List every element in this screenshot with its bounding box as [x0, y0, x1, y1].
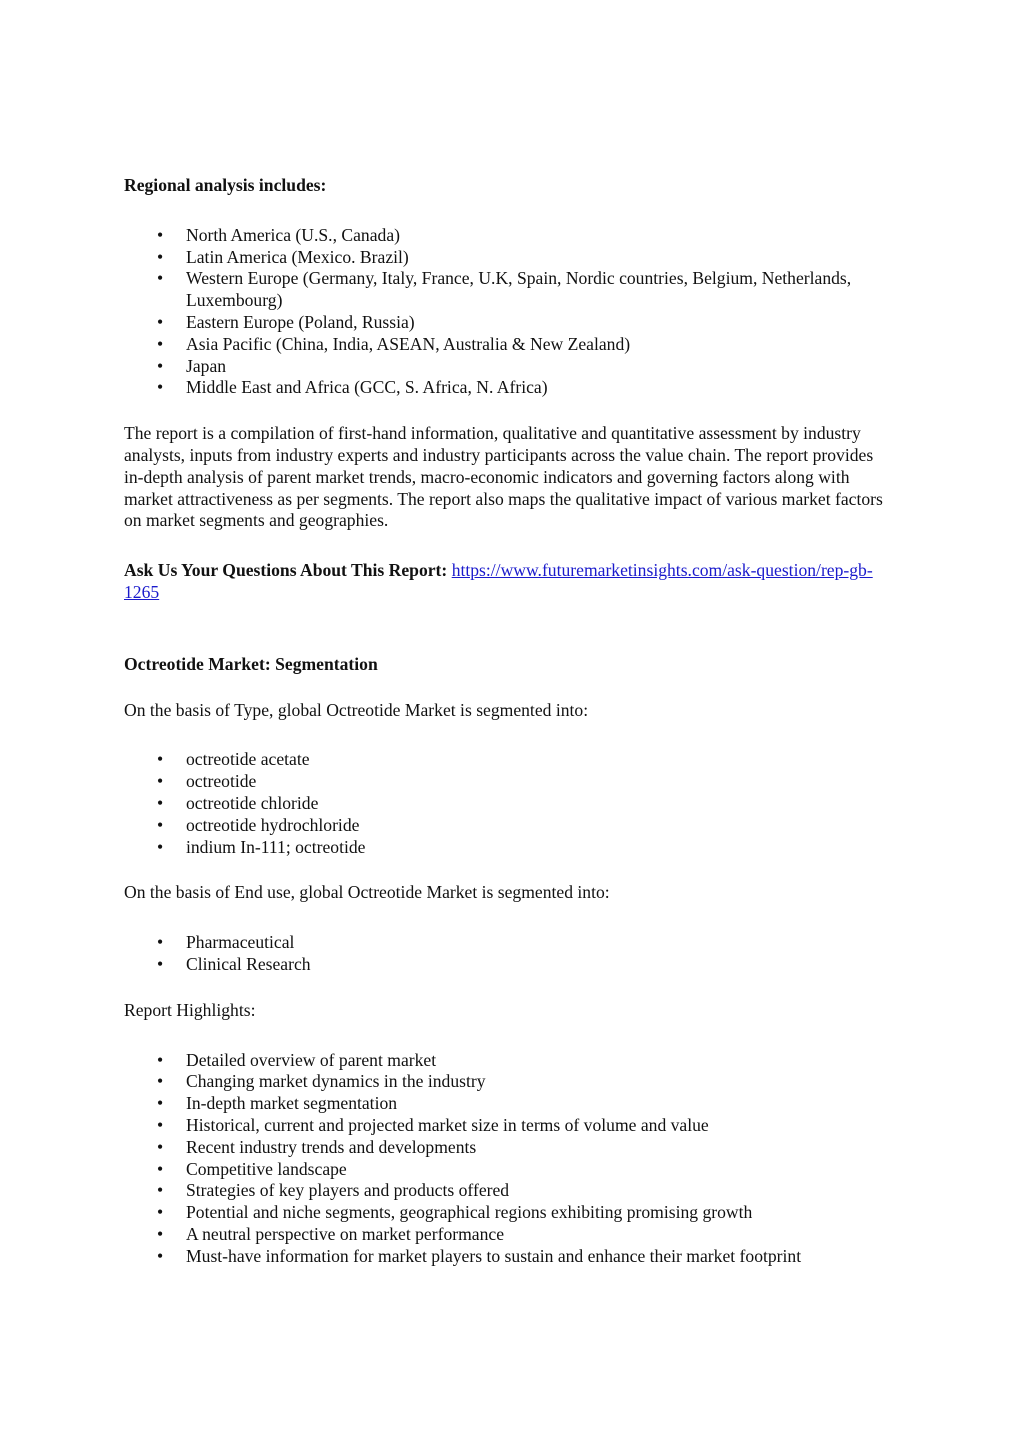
highlights-heading: Report Highlights: — [124, 999, 256, 1020]
type-list — [124, 749, 894, 858]
list-item: • Changing market dynamics in the industry — [124, 1071, 894, 1093]
list-item: • Japan — [124, 356, 894, 378]
list-item: • Western Europe (Germany, Italy, France, U.K, Spain, Nordic countries, Belgium, Netherlands, Luxembourg) — [124, 268, 894, 312]
ask-label: Ask Us Your Questions About This Report: — [124, 560, 448, 581]
list-item: • Middle East and Africa (GCC, S. Africa, N. Africa) — [124, 377, 894, 399]
list-item: • Clinical Research — [124, 954, 894, 976]
list-item: • In-depth market segmentation — [124, 1093, 894, 1115]
ask-question-link[interactable]: https://www.futuremarketinsights.com/ask-question/rep-gb-1265 — [124, 560, 873, 602]
type-intro: On the basis of Type, global Octreotide Market is segmented into: — [124, 699, 589, 720]
list-item: • Competitive landscape — [124, 1159, 894, 1181]
ask-questions — [124, 560, 894, 604]
list-item: • indium In-111; octreotide — [124, 837, 894, 859]
list-item: • Latin America (Mexico. Brazil) — [124, 247, 894, 269]
list-item: • Must-have information for market players to sustain and enhance their market footprint — [124, 1246, 894, 1268]
report-description: The report is a compilation of first-hand information, qualitative and quantitative assessment by industry analysts, inputs from industry experts and industry participants across the value chain. The report provides in-depth analysis of parent market trends, macro-economic indicators and governing factors along with market attractiveness as per segments. The report also maps the qualitative impact of various market factors on market segments and geographies. — [124, 423, 883, 531]
list-item: • Eastern Europe (Poland, Russia) — [124, 312, 894, 334]
list-item: • A neutral perspective on market performance — [124, 1224, 894, 1246]
list-item: • Pharmaceutical — [124, 932, 894, 954]
highlights-list — [124, 1050, 894, 1268]
document-page — [124, 175, 894, 1267]
list-item: • octreotide acetate — [124, 749, 894, 771]
regional-list — [124, 225, 894, 399]
list-item: • Detailed overview of parent market — [124, 1050, 894, 1072]
list-item: • Historical, current and projected market size in terms of volume and value — [124, 1115, 894, 1137]
list-item: • Asia Pacific (China, India, ASEAN, Australia & New Zealand) — [124, 334, 894, 356]
list-item: • Potential and niche segments, geographical regions exhibiting promising growth — [124, 1202, 894, 1224]
list-item: • octreotide — [124, 771, 894, 793]
regional-heading: Regional analysis includes: — [124, 175, 327, 195]
list-item: • octreotide hydrochloride — [124, 815, 894, 837]
list-item: • Recent industry trends and developments — [124, 1137, 894, 1159]
enduse-intro: On the basis of End use, global Octreotide Market is segmented into: — [124, 882, 610, 903]
enduse-list — [124, 932, 894, 976]
list-item: • octreotide chloride — [124, 793, 894, 815]
list-item: • North America (U.S., Canada) — [124, 225, 894, 247]
segmentation-heading: Octreotide Market: Segmentation — [124, 653, 378, 674]
list-item: • Strategies of key players and products offered — [124, 1180, 894, 1202]
